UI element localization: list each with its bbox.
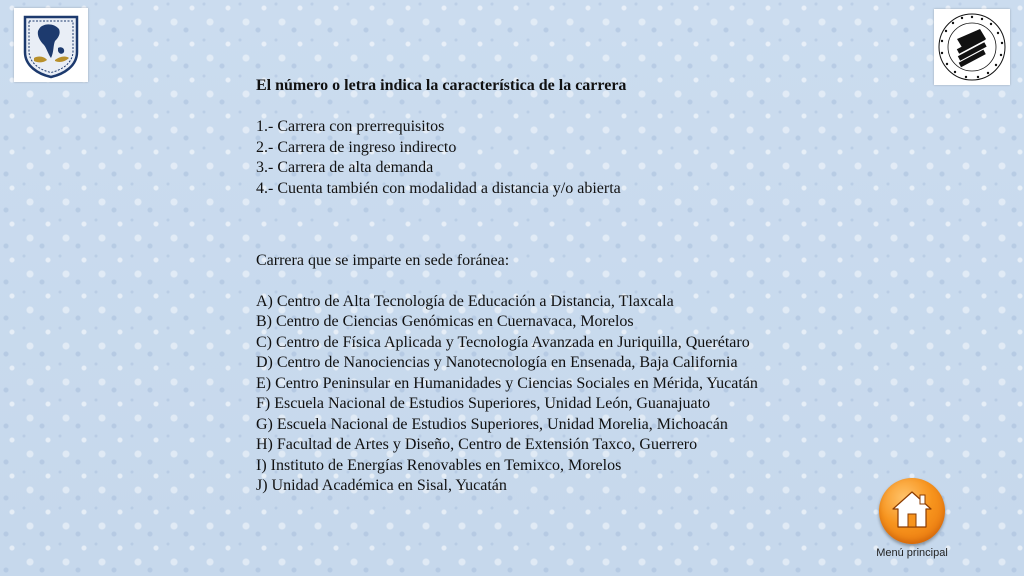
campus-list <box>256 292 856 497</box>
spacer <box>256 97 856 118</box>
list-item: F) Escuela Nacional de Estudios Superiores, Unidad León, Guanajuato <box>256 395 711 412</box>
legend-heading: El número o letra indica la característica de la carrera <box>256 77 627 94</box>
list-item: I) Instituto de Energías Renovables en Temixco, Morelos <box>256 456 622 474</box>
spacer <box>256 230 856 251</box>
unam-logo <box>14 8 88 82</box>
house-icon <box>890 488 934 532</box>
list-item: 1.- Carrera con prerrequisitos <box>256 118 445 135</box>
list-item: G) Escuela Nacional de Estudios Superiores, Unidad Morelia, Michoacán <box>256 415 728 433</box>
spacer <box>256 199 856 230</box>
home-label[interactable]: Menú principal <box>876 547 948 559</box>
spacer <box>256 271 856 292</box>
list-item: J) Unidad Académica en Sisal, Yucatán <box>256 477 507 494</box>
career-legend <box>256 76 856 497</box>
characteristics-list <box>256 117 856 199</box>
list-item: A) Centro de Alta Tecnología de Educación a Distancia, Tlaxcala <box>256 292 674 310</box>
list-item: D) Centro de Nanociencias y Nanotecnología en Ensenada, Baja California <box>256 354 738 371</box>
list-item: B) Centro de Ciencias Genómicas en Cuernavaca, Morelos <box>256 313 634 330</box>
campus-intro: Carrera que se imparte en sede foránea: <box>256 251 510 269</box>
cch-logo <box>934 9 1010 85</box>
list-item: 4.- Cuenta también con modalidad a distancia y/o abierta <box>256 179 621 197</box>
list-item: 3.- Carrera de alta demanda <box>256 159 434 176</box>
home-button[interactable] <box>879 478 945 544</box>
unam-shield-icon <box>14 8 88 82</box>
cch-book-icon <box>934 9 1010 85</box>
list-item: C) Centro de Física Aplicada y Tecnología Avanzada en Juriquilla, Querétaro <box>256 333 750 351</box>
list-item: E) Centro Peninsular en Humanidades y Ciencias Sociales en Mérida, Yucatán <box>256 374 758 392</box>
list-item: 2.- Carrera de ingreso indirecto <box>256 138 457 156</box>
list-item: H) Facultad de Artes y Diseño, Centro de Extensión Taxco, Guerrero <box>256 436 698 453</box>
